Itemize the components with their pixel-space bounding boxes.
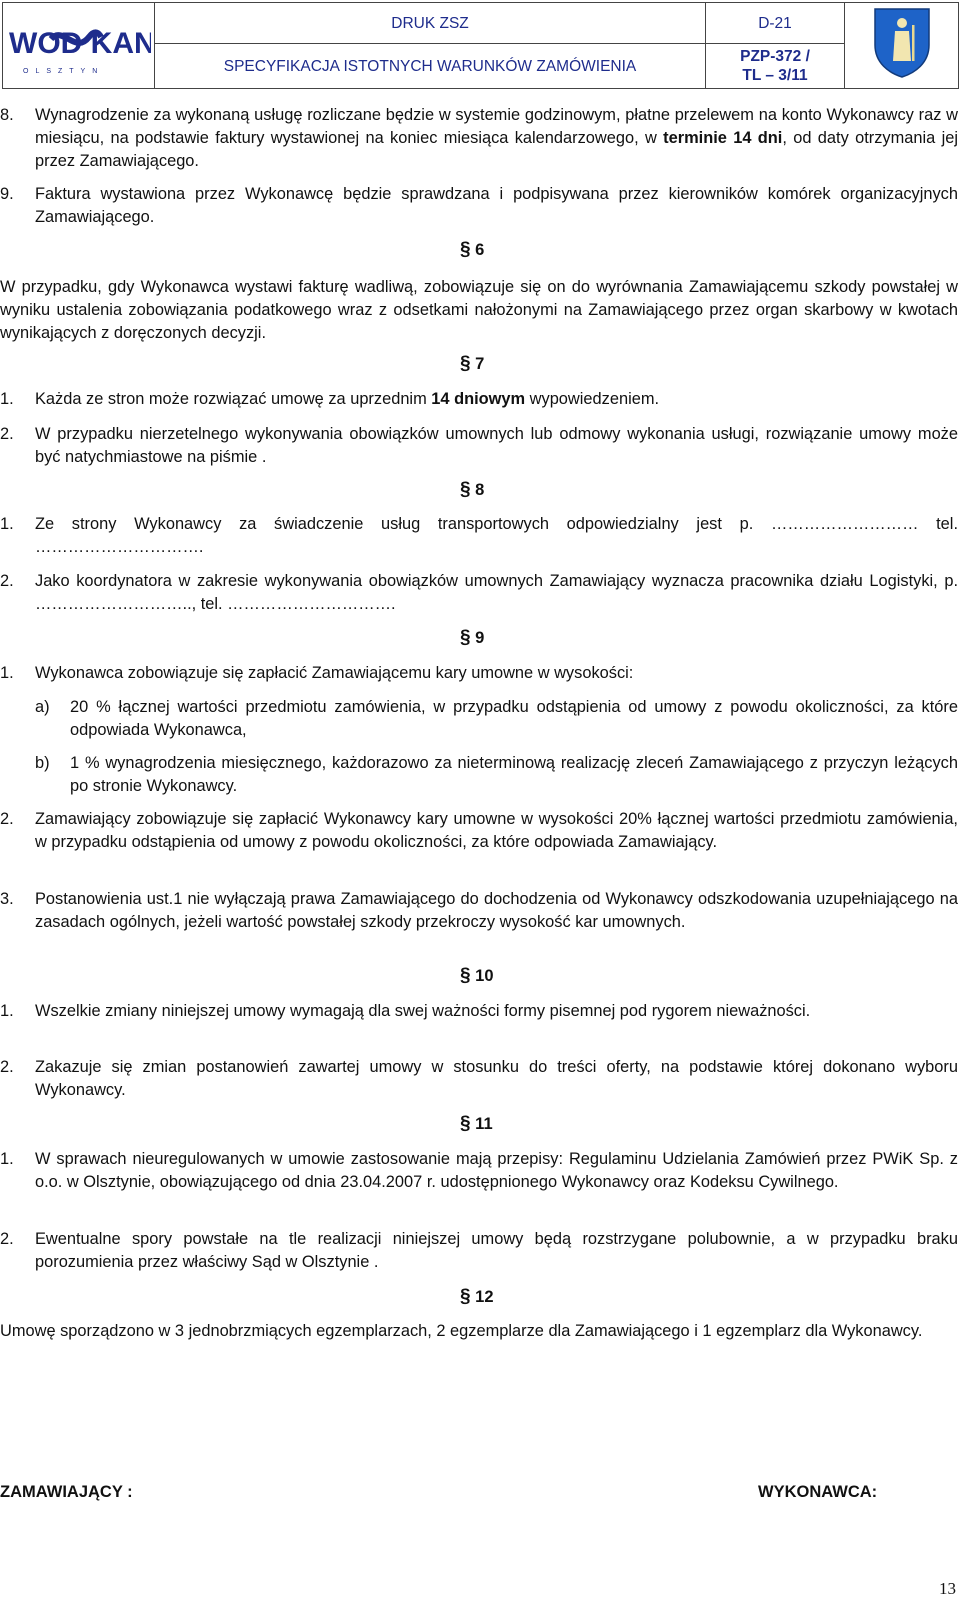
item-text: Ze strony Wykonawcy za świadczenie usług transportowych odpowiedzialny jest p. ……………………… tel. …………………………. xyxy=(35,515,958,556)
item-number: 1. xyxy=(0,1002,14,1020)
item-text: Ewentualne spory powstałe na tle realizacji niniejszej umowy będą rozstrzygane polubownie, a w przypadku braku porozumienia przez właściwy Sąd w Olsztynie . xyxy=(35,1230,958,1271)
item-number: 2. xyxy=(0,810,14,828)
section-symbol: § xyxy=(460,353,471,374)
section-number: 7 xyxy=(475,355,485,373)
bold-text: 14 dniowym xyxy=(431,390,526,408)
item-number: 1. xyxy=(0,390,14,408)
item-text: W sprawach nieuregulowanych w umowie zastosowanie mają przepisy: Regulaminu Udzielania Zamówień przez PWiK Sp. z o.o. w Olsztynie, obowiązującego od dnia 23.04.2007 r. udostępnionego Wykonawcy oraz Kodeksu Cywilnego. xyxy=(35,1150,958,1191)
item-text xyxy=(35,388,958,411)
item-text: Zakazuje się zmian postanowień zawartej umowy w stosunku do treści oferty, na podstawie której dokonano wyboru Wykonawcy. xyxy=(35,1058,958,1099)
text-run: wypowiedzeniem. xyxy=(525,390,660,408)
item-number: 3. xyxy=(0,890,14,908)
section-8-heading xyxy=(460,478,520,502)
company-logo xyxy=(3,3,155,89)
section-12-text: Umowę sporządzono w 3 jednobrzmiących egzemplarzach, 2 egzemplarze dla Zamawiającego i 1 egzemplarz dla Wykonawcy. xyxy=(0,1322,923,1340)
signature-ordering-party: ZAMAWIAJĄCY : xyxy=(0,1483,133,1501)
item-text: Postanowienia ust.1 nie wyłączają prawa Zamawiającego do dochodzenia od Wykonawcy odszkodowania uzupełniającego na zasadach ogólnych, jeżeli wartość powstałej szkody przekroczy wysokość kar umownych. xyxy=(35,890,958,931)
item-text: W przypadku nierzetelnego wykonywania obowiązków umownych lub odmowy wykonania usługi, rozwiązanie umowy może być natychmiastowe na piśmie . xyxy=(35,425,958,466)
logo-text: WOD KAN xyxy=(9,27,151,60)
item-number: 8. xyxy=(0,106,14,124)
section-number: 6 xyxy=(475,241,485,259)
section-symbol: § xyxy=(460,965,471,986)
item-number: 1. xyxy=(0,1150,14,1168)
crest-icon xyxy=(871,5,933,79)
item-text xyxy=(35,104,958,173)
section-12-heading xyxy=(460,1285,520,1309)
section-6-heading xyxy=(460,238,520,262)
signature-contractor: WYKONAWCA: xyxy=(758,1483,878,1501)
section-symbol: § xyxy=(460,479,471,500)
page-number: 13 xyxy=(939,1579,956,1598)
section-number: 11 xyxy=(475,1115,493,1133)
text-run: Każda ze stron może rozwiązać umowę za uprzednim xyxy=(35,390,432,408)
header-code-line1: PZP-372 / xyxy=(740,48,810,66)
header-row1-title: DRUK ZSZ xyxy=(155,3,706,44)
section-11-heading xyxy=(460,1112,520,1136)
item-text: Jako koordynatora w zakresie wykonywania obowiązków umownych Zamawiający wyznacza pracownika działu Logistyki, p. ……………………….., tel. …………………………. xyxy=(35,572,958,613)
section-9-heading xyxy=(460,626,520,650)
section-symbol: § xyxy=(460,239,471,260)
logo-subtext: OLSZTYN xyxy=(23,68,105,75)
item-number: 1. xyxy=(0,664,14,682)
header-code-line2: TL – 3/11 xyxy=(742,67,808,85)
section-number: 10 xyxy=(475,967,494,985)
item-number: 2. xyxy=(0,1230,14,1248)
city-crest xyxy=(845,3,959,89)
item-text: Wykonawca zobowiązuje się zapłacić Zamawiającemu kary umowne w wysokości: xyxy=(35,664,634,682)
text-run: Wynagrodzenie za wykonaną usługę rozliczane będzie w systemie godzinowym, płatne przelewem na konto Wykonawcy raz w miesiącu, na podstawie faktury wystawionej na koniec miesiąca kalendarzowego, w xyxy=(35,106,958,147)
item-letter: b) xyxy=(35,754,50,772)
section-symbol: § xyxy=(460,1113,471,1134)
section-6-text: W przypadku, gdy Wykonawca wystawi fakturę wadliwą, zobowiązuje się on do wyrównania Zamawiającemu szkody powstałej w wyniku ustalenia zobowiązania podatkowego wraz z odsetkami nałożonymi na Zamawiającego przez organ skarbowy w kwotach wynikających z doręczonych decyzji. xyxy=(0,278,958,342)
item-number: 2. xyxy=(0,425,14,443)
item-number: 2. xyxy=(0,1058,14,1076)
document-header xyxy=(2,2,959,89)
section-symbol: § xyxy=(460,1286,471,1307)
header-row1-code: D-21 xyxy=(706,3,845,44)
item-number: 1. xyxy=(0,515,14,533)
section-10-heading xyxy=(460,964,520,988)
text-run: , od daty otrzymania jej przez Zamawiającego. xyxy=(35,129,958,170)
section-number: 12 xyxy=(475,1288,494,1306)
item-number: 2. xyxy=(0,572,14,590)
item-text: Faktura wystawiona przez Wykonawcę będzie sprawdzana i podpisywana przez kierowników komórek organizacyjnych Zamawiającego. xyxy=(35,185,958,226)
section-symbol: § xyxy=(460,627,471,648)
section-number: 8 xyxy=(475,481,485,499)
header-row2-title: SPECYFIKACJA ISTOTNYCH WARUNKÓW ZAMÓWIENIA xyxy=(155,44,706,89)
section-number: 9 xyxy=(475,629,485,647)
wodkan-logo-icon xyxy=(3,3,151,81)
item-text: Wszelkie zmiany niniejszej umowy wymagają dla swej ważności formy pisemnej pod rygorem nieważności. xyxy=(35,1002,811,1020)
item-letter: a) xyxy=(35,698,50,716)
item-text: 20 % łącznej wartości przedmiotu zamówienia, w przypadku odstąpienia od umowy z powodu okoliczności, za które odpowiada Wykonawca, xyxy=(70,698,958,739)
item-number: 9. xyxy=(0,185,14,203)
header-row2-code xyxy=(706,44,845,89)
item-text: Zamawiający zobowiązuje się zapłacić Wykonawcy kary umowne w wysokości 20% łącznej wartości przedmiotu zamówienia, w przypadku odstąpienia od umowy z powodu okoliczności, za które odpowiada Zamawiający. xyxy=(35,810,958,851)
section-7-heading xyxy=(460,352,520,376)
bold-text: terminie 14 dni xyxy=(663,129,783,147)
item-text: 1 % wynagrodzenia miesięcznego, każdorazowo za nieterminową realizację zleceń Zamawiającego z przyczyn leżących po stronie Wykonawcy. xyxy=(70,754,958,795)
